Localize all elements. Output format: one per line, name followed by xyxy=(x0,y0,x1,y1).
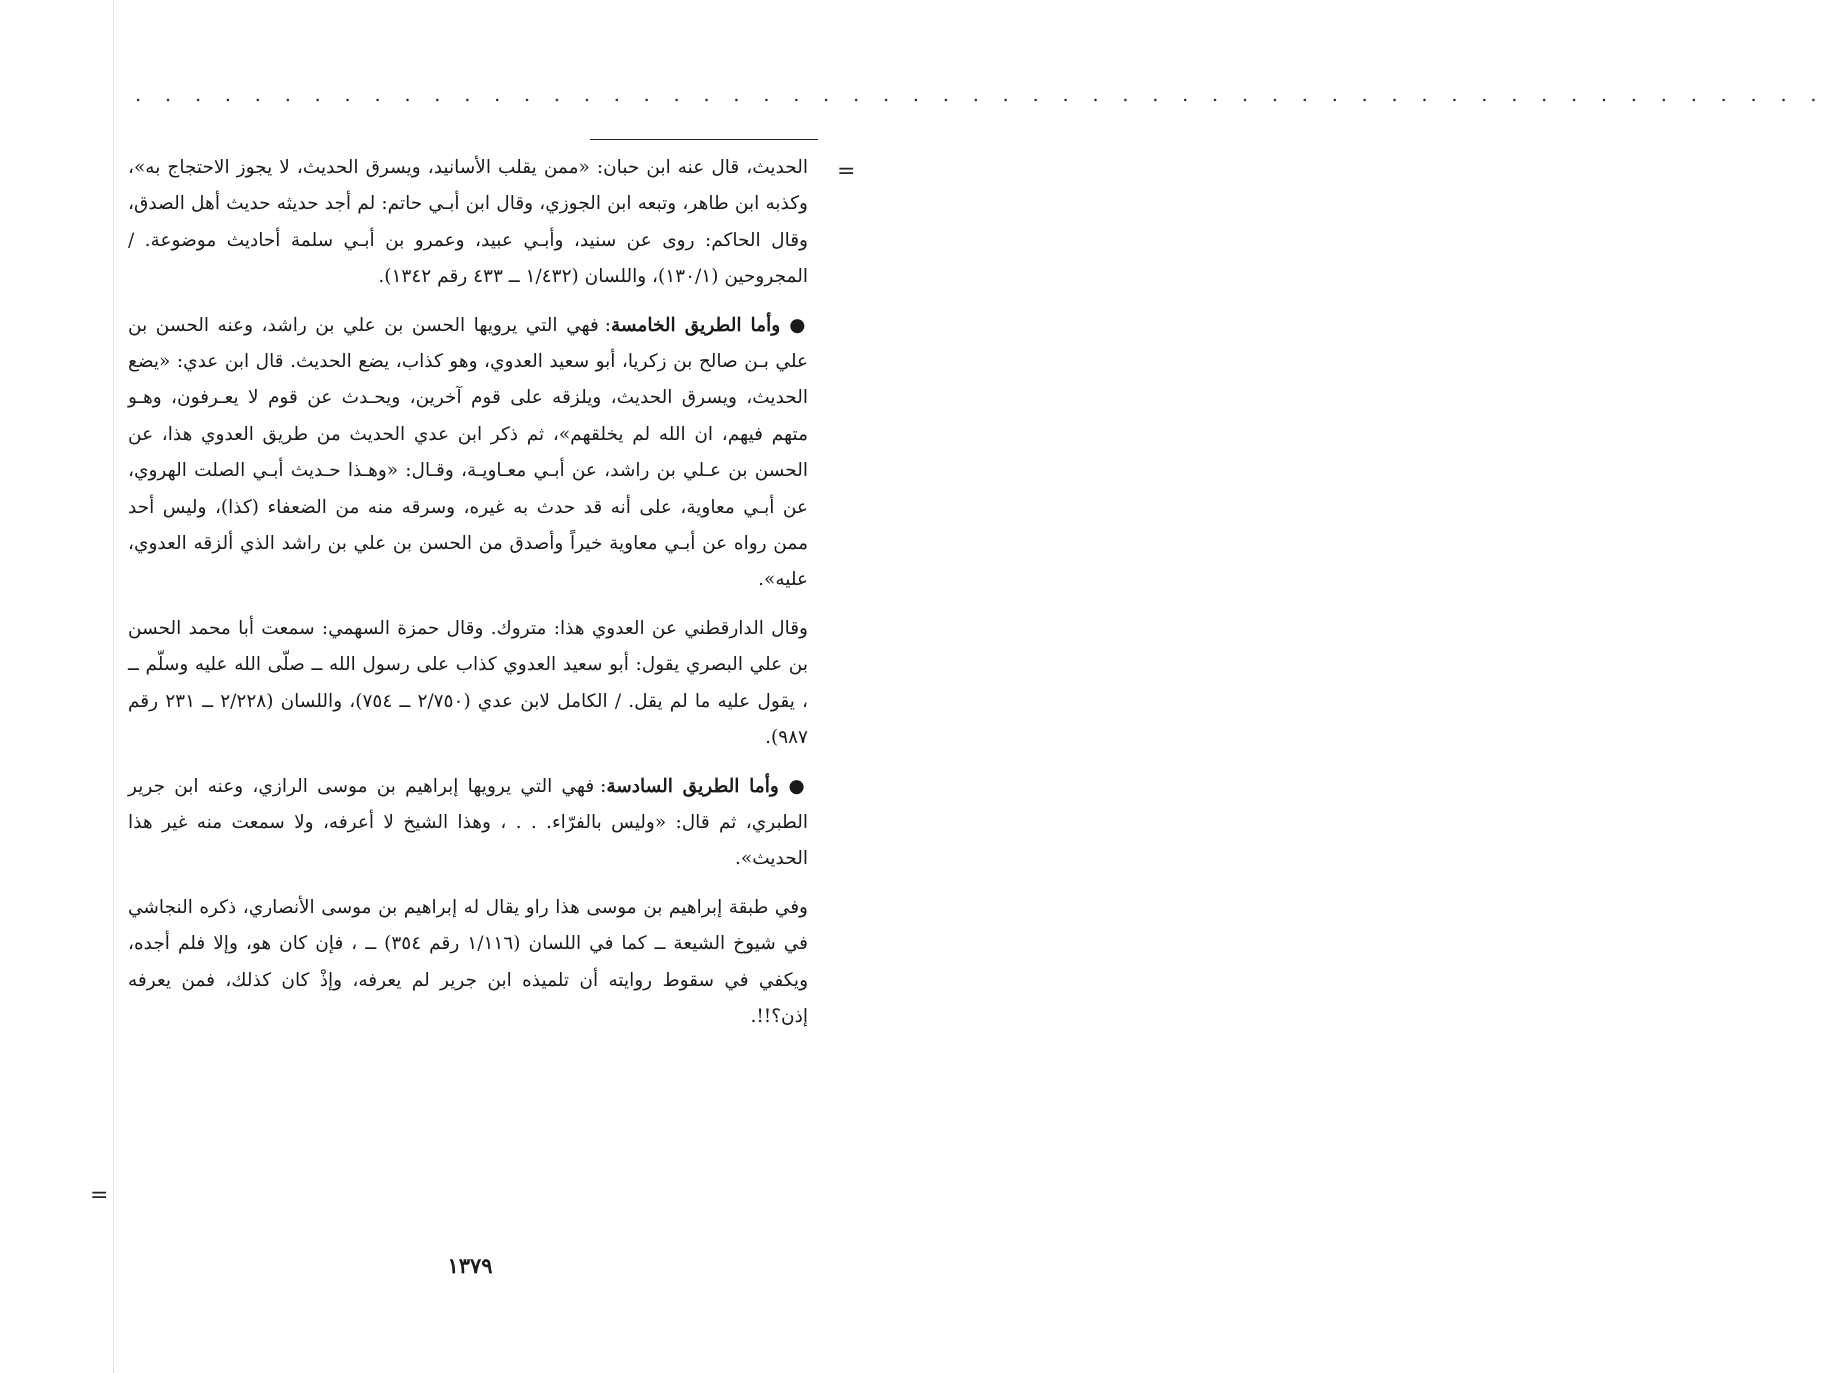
paragraph-3 xyxy=(128,611,808,757)
paragraph-4 xyxy=(128,769,808,878)
paragraph-2 xyxy=(128,308,808,599)
paragraph-4-text: : فهي التي يرويها إبراهيم بن موسى الرازي، وعنه ابن جرير الطبري، ثم قال: «وليس بالفرّاء. . . ، وهذا الشيخ لا أعرفه، ولا سمعت منه غير هذا الحديث». xyxy=(128,775,808,870)
paragraph-1-text: الحديث، قال عنه ابن حبان: «ممن يقلب الأسانيد، ويسرق الحديث، لا يجوز الاحتجاج به»، وكذبه ابن طاهر، وتبعه ابن الجوزي، وقال ابن أبـي حاتم: لم أجد حديثه حديث أهل الصدق، وقال الحاكم: روى عن سنيد، وأبـي عبيد، وعمرو بن أبـي سلمة أحاديث موضوعة. / المجروحين (١٣٠/١)، واللسان (١/٤٣٢ ــ ٤٣٣ رقم ١٣٤٢). xyxy=(128,157,808,288)
footnote-body xyxy=(128,150,808,1047)
paragraph-4-heading: ● وأما الطريق السادسة xyxy=(606,775,808,797)
continuation-mark-bottom: = xyxy=(90,1183,109,1208)
paragraph-5 xyxy=(128,890,808,1036)
dotted-separator: . . . . . . . . . . . . . . . . . . . . . . . . . . . . . . . . . . . . . . . . . . . . . . . . . . . . . . . . . xyxy=(135,82,1825,106)
paragraph-5-text: وفي طبقة إبراهيم بن موسى هذا راو يقال له إبراهيم بن موسى الأنصاري، ذكره النجاشي في شيوخ الشيعة ــ كما في اللسان (١/١١٦ رقم ٣٥٤) ــ ، فإن كان هو، وإلا فلم أجده، ويكفي في سقوط روايته أن تلميذه ابن جرير لم يعرفه، وإذْ كان كذلك، فمن يعرفه إذن؟!!. xyxy=(128,896,808,1027)
page-number: ١٣٧٩ xyxy=(447,1253,493,1278)
paragraph-1 xyxy=(128,150,808,296)
paragraph-3-text: وقال الدارقطني عن العدوي هذا: متروك. وقال حمزة السهمي: سمعت أبا محمد الحسن بن علي البصري يقول: أبو سعيد العدوي كذاب على رسول الله ــ صلّى الله عليه وسلّم ــ ، يقول عليه ما لم يقل. / الكامل لابن عدي (٢/٧٥٠ ــ ٧٥٤)، واللسان (٢/٢٢٨ ــ ٢٣١ رقم ٩٨٧). xyxy=(128,617,809,749)
footnote-rule xyxy=(590,139,818,140)
scan-margin-line xyxy=(113,0,114,1373)
paragraph-2-text: : فهي التي يرويها الحسن بن علي بن راشد، وعنه الحسن بن علي بـن صالح بن زكريا، أبو سعيد العدوي، وهو كذاب، يضع الحديث. قال ابن عدي: «يضع الحديث، ويسرق الحديث، ويلزقه على قوم آخرين، ويحـدث عن قوم لا يعـرفون، وهـو متهم فيهم، ان الله لم يخلقهم»، ثم ذكر ابن عدي الحديث من طريق العدوي هذا، عن الحسن بن عـلي بن راشد، عن أبـي معـاويـة، وقـال: «وهـذا حـديث أبـي الصلت الهروي، عن أبـي معاوية، على أنه قد حدث به غيره، وسرقه منه من الضعفاء (كذا)، وليس أحد ممن رواه عن أبـي معاوية خيراً وأصدق من الحسن بن علي بن راشد الذي ألزقه العدوي، عليه». xyxy=(128,314,808,591)
continuation-mark-top: = xyxy=(837,159,856,184)
paragraph-2-heading: ● وأما الطريق الخامسة xyxy=(610,314,808,336)
